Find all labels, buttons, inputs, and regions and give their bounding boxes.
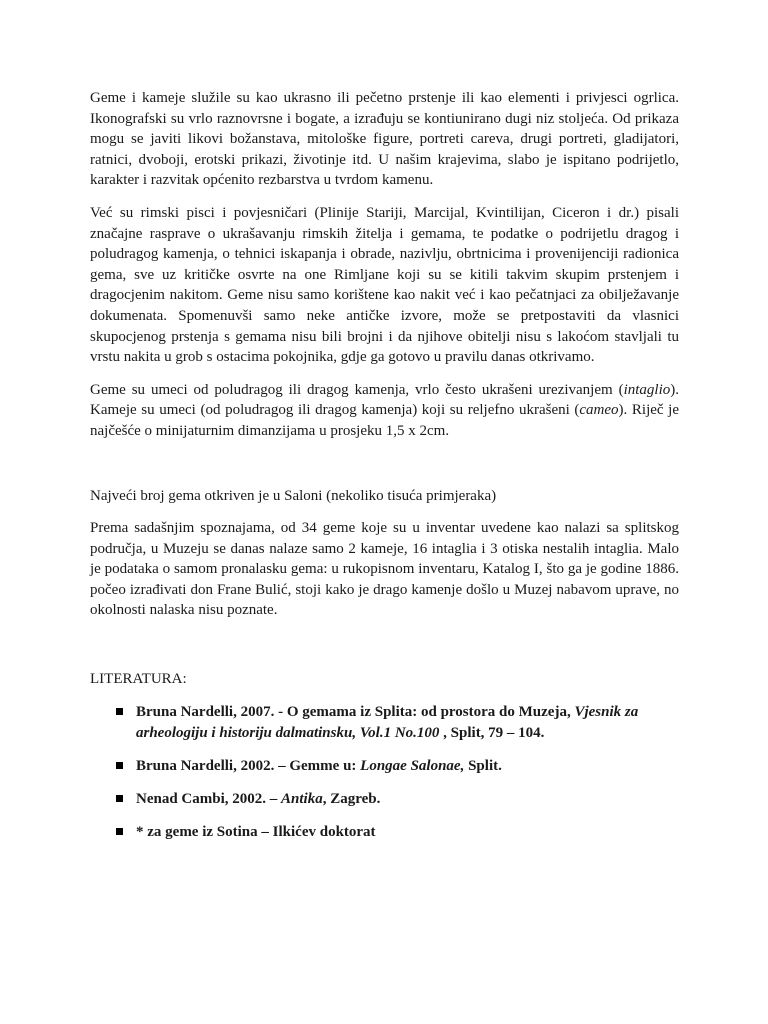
reference-text-end: , Zagreb.	[322, 791, 381, 808]
reference-list	[90, 702, 679, 843]
reference-journal: Vjesnik za arheologiju i historiju dalmatinsku, Vol.1 No.100	[136, 704, 639, 742]
reference-item	[90, 702, 679, 744]
reference-item	[90, 789, 679, 810]
square-bullet-icon	[116, 708, 123, 715]
literature-heading: LITERATURA:	[90, 671, 187, 688]
spacer	[90, 454, 679, 486]
salona-paragraph: Prema sadašnjim spoznajama, od 34 geme koje su u inventar uvedene kao nalazi sa splitskog područja, u Muzeju se danas nalaze samo 2 kameje, 16 intaglia i 3 otiska nestalih intaglia. Malo je podataka o samom pronalasku gema: u rukopisnom inventaru, Katalog I, što ga je godine 1886. počeo izrađivati don Frane Bulić, stoji kako je drago kamenje došlo u Muzej nabavom uprave, no okolnosti nalaska nisu poznate.	[90, 520, 679, 619]
square-bullet-icon	[116, 795, 123, 802]
roman-writers-paragraph: Već su rimski pisci i povjesničari (Plinije Stariji, Marcijal, Kvintilijan, Ciceron i dr.) pisali značajne rasprave o ukrašavanju rimskih žitelja i gemama, te podatke o podrijetlu dragog i poludragog kamenja, o tehnici iskapanja i obrade, nazivlju, obrtnicima i provenijenciji radionica gema, sve uz kritičke osvrte na one Rimljane koji su se kitili takvim skupim prstenjem i dragocjenim nakitom. Geme nisu samo korištene kao nakit već i kao pečatnjaci za obilježavanje dokumenata. Spomenuvši samo neke antičke izvore, može se pretpostaviti da vlasnici skupocjenog prstenja s gemama nisu bili brojni i da njihove obitelji nisu s lakoćom stavljali tu vrstu nakita u grob s ostacima pokojnika, gdje ga gotovo u pravilu danas otkrivamo.	[90, 204, 679, 366]
reference-text: Bruna Nardelli, 2002. – Gemme u:	[136, 758, 361, 775]
square-bullet-icon	[116, 828, 123, 835]
reference-text-end: Split.	[464, 758, 502, 775]
reference-journal: Antika	[281, 791, 323, 808]
reference-text-end: , Split, 79 – 104.	[439, 725, 545, 742]
gems-text-3: ). Riječ je najčešće o minijaturnim dimanzijama u prosjeku 1,5 x 2cm.	[90, 402, 679, 439]
document-page	[90, 88, 679, 855]
reference-text: Bruna Nardelli, 2007. - O gemama iz Splita: od prostora do Muzeja,	[136, 704, 575, 721]
reference-item	[90, 822, 679, 843]
reference-text: Nenad Cambi, 2002. –	[136, 791, 282, 808]
square-bullet-icon	[116, 762, 123, 769]
spacer	[90, 633, 679, 669]
gems-definition-paragraph	[90, 380, 679, 442]
reference-journal: Longae Salonae,	[360, 758, 465, 775]
reference-item	[90, 756, 679, 777]
gems-text-2: ). Kameje su umeci (od poludragog ili dragog kamenja) koji su reljefno ukrašeni (	[90, 381, 679, 419]
cameo-term: cameo	[579, 402, 619, 419]
intaglio-term: intaglio	[623, 381, 671, 398]
reference-text: * za geme iz Sotina – Ilkićev doktorat	[136, 824, 376, 841]
intro-paragraph: Geme i kameje služile su kao ukrasno ili pečetno prstenje ili kao elementi i privjesci ogrlica. Ikonografski su vrlo raznovrsne i bogate, a izrađuju se kontiunirano dugi niz stoljeća. Od prikaza mogu se javiti likovi božanstava, mitološke figure, portreti careva, drugi portreti, gladijatori, ratnici, dvoboji, erotski prikazi, životinje itd. U našim krajevima, slabo je ispitano podrijetlo, karakter i razvitak općenito rezbarstva u tvrdom kamenu.	[90, 90, 679, 189]
salona-heading: Najveći broj gema otkriven je u Saloni (nekoliko tisuća primjeraka)	[90, 487, 497, 504]
gems-text-1: Geme su umeci od poludragog ili dragog kamenja, vrlo često ukrašeni urezivanjem (	[90, 381, 624, 398]
